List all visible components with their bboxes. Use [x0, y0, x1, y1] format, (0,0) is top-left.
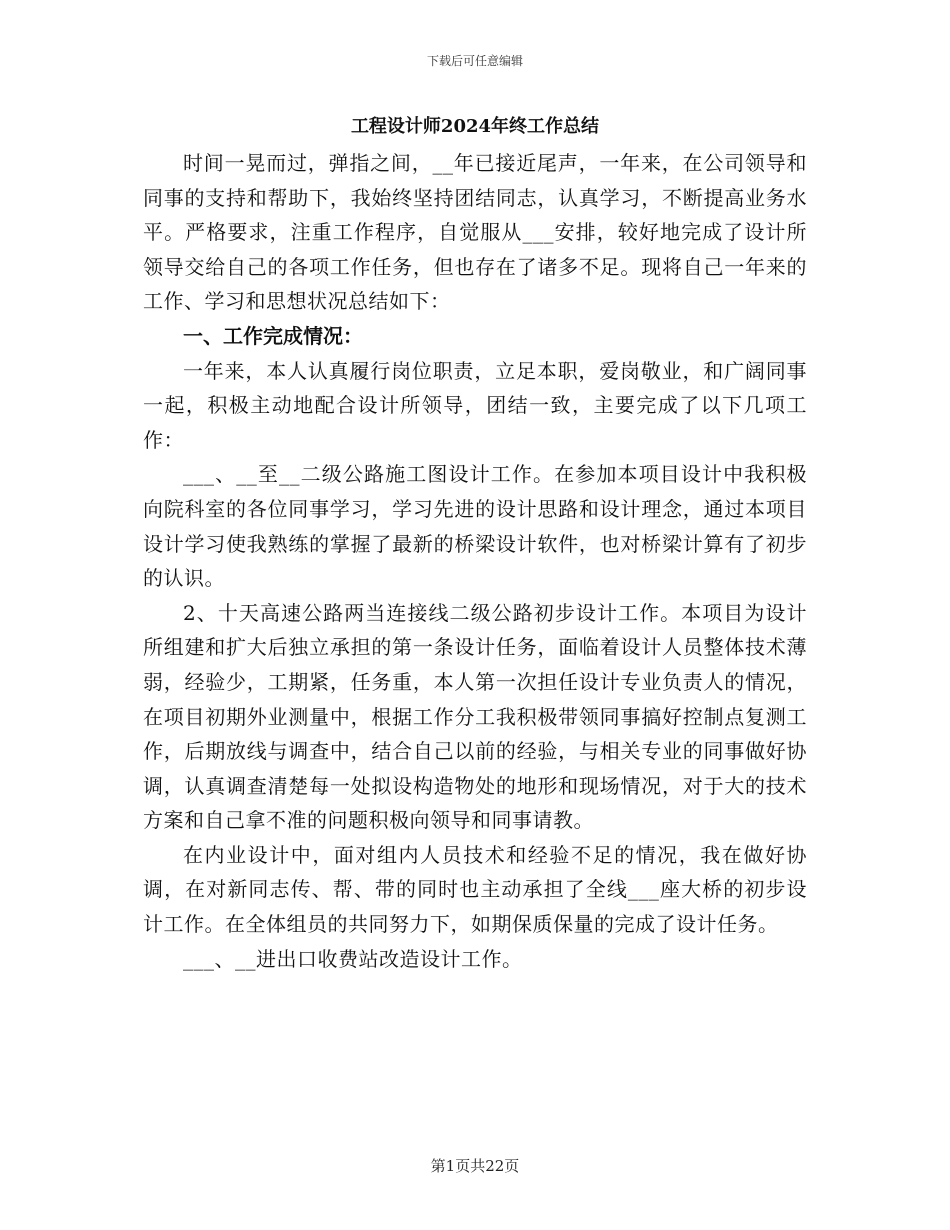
document-body [143, 112, 807, 976]
work-item-2: 2、十天高速公路两当连接线二级公路初步设计工作。本项目为设计所组建和扩大后独立承担的第一条设计任务，面临着设计人员整体技术薄弱，经验少，工期紧，任务重，本人第一次担任设计专业负责人的情况，在项目初期外业测量中，根据工作分工我积极带领同事搞好控制点复测工作，后期放线与调查中，结合自己以前的经验，与相关专业的同事做好协调，认真调查清楚每一处拟设构造物处的地形和现场情况，对于大的技术方案和自己拿不准的问题积极向领导和同事请教。 [143, 600, 807, 833]
document-title: 工程设计师2024年终工作总结 [350, 116, 600, 137]
work-item-3: ___、__进出口收费站改造设计工作。 [183, 946, 523, 971]
work-item-1: ___、__至__二级公路施工图设计工作。在参加本项目设计中我积极向院科室的各位同事学习，学习先进的设计思路和设计理念，通过本项目设计学习使我熟练的掌握了最新的桥梁设计软件，也对桥梁计算有了初步的认识。 [143, 462, 807, 591]
section-intro-paragraph: 一年来，本人认真履行岗位职责，立足本职，爱岗敬业，和广阔同事一起，积极主动地配合设计所领导，团结一致，主要完成了以下几项工作： [143, 358, 807, 452]
section-heading-work-completion: 一、工作完成情况： [183, 323, 363, 348]
page-footer: 第1页共22页 [430, 1157, 520, 1175]
work-item-2-continued: 在内业设计中，面对组内人员技术和经验不足的情况，我在做好协调，在对新同志传、帮、带的同时也主动承担了全线___座大桥的初步设计工作。在全体组员的共同努力下，如期保质保量的完成了设计任务。 [143, 842, 807, 937]
intro-paragraph: 时间一晃而过，弹指之间，__年已接近尾声，一年来，在公司领导和同事的支持和帮助下，我始终坚持团结同志，认真学习，不断提高业务水平。严格要求，注重工作程序，自觉服从___安排，较好地完成了设计所领导交给自己的各项工作任务，但也存在了诸多不足。现将自己一年来的工作、学习和思想状况总结如下： [143, 151, 807, 314]
header-note: 下载后可任意编辑 [426, 54, 523, 68]
